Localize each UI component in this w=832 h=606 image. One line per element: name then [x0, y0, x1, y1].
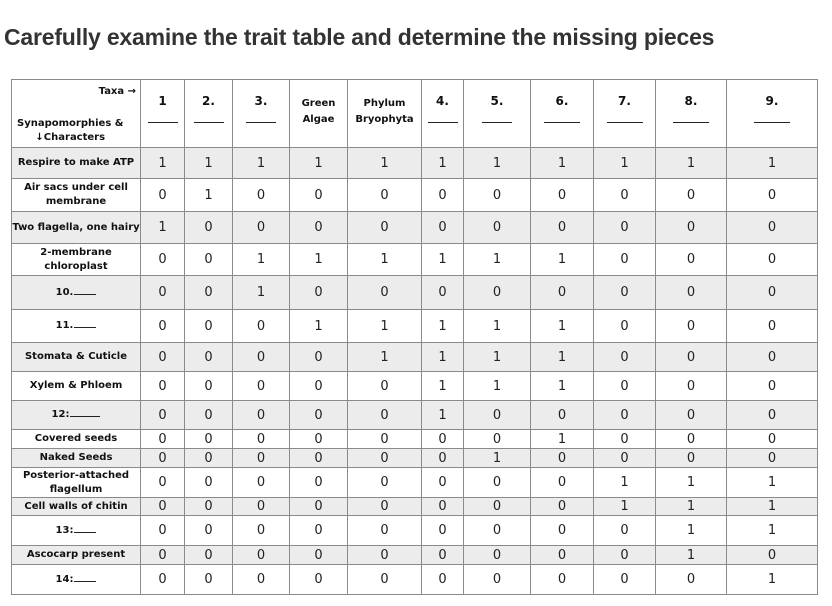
- character-cell: [12, 401, 141, 430]
- table-row: [12, 310, 818, 343]
- characters-axis-label: Synapomorphies & ↓Characters: [17, 118, 124, 143]
- value-cell: 1: [531, 244, 594, 276]
- table-row: [12, 244, 818, 276]
- value-cell: 0: [464, 498, 531, 516]
- taxon-header: [348, 80, 422, 148]
- value-cell: 0: [464, 430, 531, 449]
- character-cell: [12, 565, 141, 595]
- table-row: [12, 212, 818, 244]
- value-cell: 0: [348, 276, 422, 310]
- character-label: 11.: [55, 320, 74, 331]
- character-cell: [12, 546, 141, 565]
- taxon-number: 2.: [202, 94, 215, 108]
- value-cell: 0: [348, 430, 422, 449]
- value-cell: 0: [464, 212, 531, 244]
- answer-blank[interactable]: [754, 122, 790, 123]
- value-cell: 1: [531, 372, 594, 401]
- value-cell: 1: [594, 498, 656, 516]
- value-cell: 1: [464, 148, 531, 179]
- value-cell: 0: [656, 244, 727, 276]
- value-cell: 0: [141, 276, 185, 310]
- value-cell: 1: [422, 372, 464, 401]
- taxon-number: 4.: [436, 94, 449, 108]
- character-cell: [12, 310, 141, 343]
- character-cell: [12, 276, 141, 310]
- value-cell: 1: [290, 244, 348, 276]
- taxon-name: Bryophyta: [355, 114, 414, 125]
- value-cell: 0: [348, 468, 422, 498]
- value-cell: 0: [531, 449, 594, 468]
- value-cell: 0: [141, 498, 185, 516]
- value-cell: 0: [185, 343, 233, 372]
- table-row: [12, 148, 818, 179]
- value-cell: 0: [594, 179, 656, 212]
- value-cell: 0: [233, 401, 290, 430]
- value-cell: 0: [531, 276, 594, 310]
- corner-header: [12, 80, 141, 148]
- value-cell: 0: [290, 179, 348, 212]
- value-cell: 0: [656, 212, 727, 244]
- value-cell: 1: [141, 212, 185, 244]
- value-cell: 0: [727, 372, 818, 401]
- value-cell: 0: [233, 546, 290, 565]
- character-label: Cell walls of chitin: [24, 500, 128, 512]
- answer-blank[interactable]: [74, 294, 96, 295]
- value-cell: 1: [233, 244, 290, 276]
- taxon-name: Phylum: [363, 98, 406, 109]
- table-row: [12, 449, 818, 468]
- value-cell: 0: [185, 401, 233, 430]
- character-cell: [12, 449, 141, 468]
- value-cell: 0: [594, 546, 656, 565]
- value-cell: 0: [656, 401, 727, 430]
- value-cell: 0: [531, 565, 594, 595]
- value-cell: 0: [727, 401, 818, 430]
- character-cell: [12, 148, 141, 179]
- value-cell: 0: [464, 468, 531, 498]
- value-cell: 1: [594, 148, 656, 179]
- value-cell: 0: [185, 449, 233, 468]
- value-cell: 1: [464, 310, 531, 343]
- value-cell: 0: [656, 565, 727, 595]
- answer-blank[interactable]: [246, 122, 276, 123]
- value-cell: 0: [656, 310, 727, 343]
- value-cell: 0: [727, 179, 818, 212]
- value-cell: 0: [727, 449, 818, 468]
- value-cell: 1: [348, 343, 422, 372]
- value-cell: 0: [656, 343, 727, 372]
- value-cell: 0: [348, 546, 422, 565]
- value-cell: 1: [422, 148, 464, 179]
- character-cell: [12, 430, 141, 449]
- value-cell: 1: [290, 310, 348, 343]
- taxon-number: 8.: [684, 94, 698, 108]
- answer-blank[interactable]: [482, 122, 512, 123]
- value-cell: 0: [141, 516, 185, 546]
- value-cell: 0: [233, 343, 290, 372]
- value-cell: 1: [422, 244, 464, 276]
- trait-table: [11, 79, 818, 595]
- value-cell: 0: [141, 401, 185, 430]
- value-cell: 0: [185, 498, 233, 516]
- value-cell: 0: [290, 343, 348, 372]
- value-cell: 1: [185, 148, 233, 179]
- value-cell: 0: [422, 468, 464, 498]
- value-cell: 0: [141, 449, 185, 468]
- answer-blank[interactable]: [74, 581, 96, 582]
- taxon-header: [531, 80, 594, 148]
- character-label: 14:: [55, 573, 74, 585]
- value-cell: 0: [290, 449, 348, 468]
- value-cell: 1: [656, 546, 727, 565]
- value-cell: 1: [656, 148, 727, 179]
- value-cell: 0: [348, 401, 422, 430]
- value-cell: 1: [348, 148, 422, 179]
- table-row: [12, 516, 818, 546]
- value-cell: 1: [727, 148, 818, 179]
- value-cell: 0: [290, 498, 348, 516]
- value-cell: 0: [656, 276, 727, 310]
- table-row: [12, 372, 818, 401]
- taxon-header: [233, 80, 290, 148]
- table-row: [12, 179, 818, 212]
- value-cell: 0: [290, 430, 348, 449]
- value-cell: 0: [594, 276, 656, 310]
- value-cell: 0: [464, 546, 531, 565]
- value-cell: 0: [348, 449, 422, 468]
- value-cell: 0: [141, 372, 185, 401]
- value-cell: 0: [348, 212, 422, 244]
- value-cell: 0: [531, 468, 594, 498]
- value-cell: 0: [594, 516, 656, 546]
- value-cell: 0: [531, 401, 594, 430]
- value-cell: 1: [531, 148, 594, 179]
- value-cell: 0: [594, 244, 656, 276]
- table-row: [12, 401, 818, 430]
- value-cell: 0: [422, 276, 464, 310]
- value-cell: 1: [727, 468, 818, 498]
- answer-blank[interactable]: [194, 122, 224, 123]
- character-label: Air sacs under cell membrane: [24, 182, 128, 207]
- answer-blank[interactable]: [607, 122, 643, 123]
- value-cell: 0: [656, 372, 727, 401]
- character-label: 2-membrane chloroplast: [40, 246, 112, 272]
- value-cell: 1: [727, 498, 818, 516]
- value-cell: 0: [233, 430, 290, 449]
- table-row: [12, 468, 818, 498]
- value-cell: 0: [290, 546, 348, 565]
- value-cell: 0: [185, 516, 233, 546]
- character-label: Naked Seeds: [39, 452, 113, 463]
- value-cell: 0: [464, 401, 531, 430]
- character-cell: [12, 212, 141, 244]
- value-cell: 1: [233, 148, 290, 179]
- value-cell: 1: [464, 343, 531, 372]
- value-cell: 0: [233, 468, 290, 498]
- value-cell: 0: [594, 565, 656, 595]
- value-cell: 0: [290, 565, 348, 595]
- value-cell: 1: [594, 468, 656, 498]
- value-cell: 1: [422, 401, 464, 430]
- header-row: [12, 80, 818, 148]
- taxon-number: 3.: [254, 94, 268, 108]
- value-cell: 1: [531, 430, 594, 449]
- value-cell: 0: [656, 430, 727, 449]
- character-label: Ascocarp present: [26, 549, 126, 560]
- taxon-name: Green: [301, 98, 336, 109]
- value-cell: 0: [290, 276, 348, 310]
- character-label: 12:: [51, 409, 70, 420]
- value-cell: 1: [464, 244, 531, 276]
- value-cell: 0: [727, 244, 818, 276]
- value-cell: 1: [348, 244, 422, 276]
- value-cell: 0: [185, 546, 233, 565]
- value-cell: 1: [290, 148, 348, 179]
- table-row: [12, 565, 818, 595]
- value-cell: 1: [531, 343, 594, 372]
- value-cell: 0: [141, 310, 185, 343]
- value-cell: 0: [290, 401, 348, 430]
- value-cell: 0: [727, 212, 818, 244]
- value-cell: 1: [656, 516, 727, 546]
- value-cell: 0: [290, 212, 348, 244]
- value-cell: 0: [422, 498, 464, 516]
- value-cell: 0: [185, 244, 233, 276]
- table-row: [12, 276, 818, 310]
- character-cell: [12, 244, 141, 276]
- value-cell: 0: [531, 179, 594, 212]
- value-cell: 0: [727, 310, 818, 343]
- value-cell: 1: [422, 343, 464, 372]
- value-cell: 1: [233, 276, 290, 310]
- value-cell: 1: [656, 498, 727, 516]
- value-cell: 1: [348, 310, 422, 343]
- taxon-number: 5.: [490, 94, 504, 108]
- taxon-name: Algae: [302, 114, 335, 125]
- value-cell: 0: [531, 498, 594, 516]
- value-cell: 0: [348, 516, 422, 546]
- taxon-header: [141, 80, 185, 148]
- value-cell: 0: [656, 179, 727, 212]
- value-cell: 0: [727, 546, 818, 565]
- value-cell: 0: [422, 565, 464, 595]
- value-cell: 0: [233, 212, 290, 244]
- value-cell: 0: [531, 546, 594, 565]
- value-cell: 0: [464, 179, 531, 212]
- taxon-header: [290, 80, 348, 148]
- character-label: 10.: [55, 286, 74, 298]
- taxon-number: 7.: [618, 94, 631, 108]
- answer-blank[interactable]: [148, 122, 178, 123]
- taxon-number: 6.: [555, 94, 569, 108]
- character-label: 13:: [55, 524, 74, 536]
- value-cell: 0: [656, 449, 727, 468]
- character-label: Respire to make ATP: [17, 157, 135, 168]
- character-cell: [12, 372, 141, 401]
- value-cell: 0: [141, 430, 185, 449]
- value-cell: 0: [290, 372, 348, 401]
- value-cell: 0: [185, 310, 233, 343]
- character-label: Stomata & Cuticle: [24, 351, 128, 362]
- value-cell: 0: [594, 212, 656, 244]
- value-cell: 0: [727, 343, 818, 372]
- value-cell: 1: [141, 148, 185, 179]
- value-cell: 0: [422, 212, 464, 244]
- value-cell: 0: [185, 276, 233, 310]
- value-cell: 0: [531, 516, 594, 546]
- character-cell: [12, 498, 141, 516]
- value-cell: 1: [727, 565, 818, 595]
- value-cell: 0: [233, 310, 290, 343]
- taxon-header: [594, 80, 656, 148]
- character-cell: [12, 179, 141, 212]
- value-cell: 0: [594, 430, 656, 449]
- character-cell: [12, 343, 141, 372]
- page-title: Carefully examine the trait table and determine the missing pieces: [4, 24, 715, 50]
- value-cell: 0: [531, 212, 594, 244]
- value-cell: 1: [422, 310, 464, 343]
- value-cell: 0: [233, 516, 290, 546]
- value-cell: 0: [594, 310, 656, 343]
- value-cell: 0: [464, 516, 531, 546]
- taxon-header: [464, 80, 531, 148]
- taxon-header: [185, 80, 233, 148]
- value-cell: 0: [422, 516, 464, 546]
- answer-blank[interactable]: [673, 122, 709, 123]
- value-cell: 0: [185, 372, 233, 401]
- character-label: Posterior-attached flagellum: [22, 469, 130, 495]
- value-cell: 1: [464, 449, 531, 468]
- answer-blank[interactable]: [428, 122, 458, 123]
- value-cell: 0: [233, 372, 290, 401]
- value-cell: 0: [348, 565, 422, 595]
- value-cell: 0: [594, 372, 656, 401]
- character-label: Xylem & Phloem: [29, 380, 123, 391]
- value-cell: 1: [656, 468, 727, 498]
- character-cell: [12, 516, 141, 546]
- value-cell: 0: [422, 179, 464, 212]
- table-row: [12, 343, 818, 372]
- answer-blank[interactable]: [544, 122, 580, 123]
- value-cell: 0: [233, 179, 290, 212]
- taxon-number: 1: [158, 94, 167, 108]
- value-cell: 0: [185, 565, 233, 595]
- table-row: [12, 498, 818, 516]
- value-cell: 0: [233, 565, 290, 595]
- value-cell: 0: [348, 372, 422, 401]
- value-cell: 0: [141, 343, 185, 372]
- value-cell: 0: [141, 468, 185, 498]
- answer-blank[interactable]: [74, 532, 96, 533]
- value-cell: 0: [185, 468, 233, 498]
- value-cell: 1: [531, 310, 594, 343]
- value-cell: 0: [141, 179, 185, 212]
- taxon-number: 9.: [765, 94, 779, 108]
- value-cell: 0: [348, 498, 422, 516]
- answer-blank[interactable]: [74, 327, 96, 328]
- taxa-axis-label: Taxa →: [98, 86, 136, 97]
- value-cell: 0: [290, 516, 348, 546]
- character-label: Covered seeds: [34, 433, 118, 444]
- value-cell: 0: [594, 343, 656, 372]
- value-cell: 0: [348, 179, 422, 212]
- value-cell: 0: [185, 212, 233, 244]
- value-cell: 0: [727, 276, 818, 310]
- character-label: Two flagella, one hairy: [12, 221, 140, 233]
- value-cell: 0: [594, 449, 656, 468]
- value-cell: 0: [594, 401, 656, 430]
- character-cell: [12, 468, 141, 498]
- value-cell: 1: [464, 372, 531, 401]
- taxon-header: [656, 80, 727, 148]
- taxon-header: [727, 80, 818, 148]
- value-cell: 0: [141, 244, 185, 276]
- value-cell: 0: [233, 498, 290, 516]
- value-cell: 0: [141, 565, 185, 595]
- value-cell: 1: [727, 516, 818, 546]
- value-cell: 0: [464, 276, 531, 310]
- value-cell: 1: [185, 179, 233, 212]
- value-cell: 0: [422, 546, 464, 565]
- value-cell: 0: [727, 430, 818, 449]
- value-cell: 0: [233, 449, 290, 468]
- table-row: [12, 430, 818, 449]
- answer-blank[interactable]: [70, 416, 100, 417]
- taxon-header: [422, 80, 464, 148]
- value-cell: 0: [141, 546, 185, 565]
- value-cell: 0: [290, 468, 348, 498]
- table-row: [12, 546, 818, 565]
- trait-table-body: [12, 148, 818, 595]
- value-cell: 0: [422, 449, 464, 468]
- value-cell: 0: [464, 565, 531, 595]
- value-cell: 0: [185, 430, 233, 449]
- value-cell: 0: [422, 430, 464, 449]
